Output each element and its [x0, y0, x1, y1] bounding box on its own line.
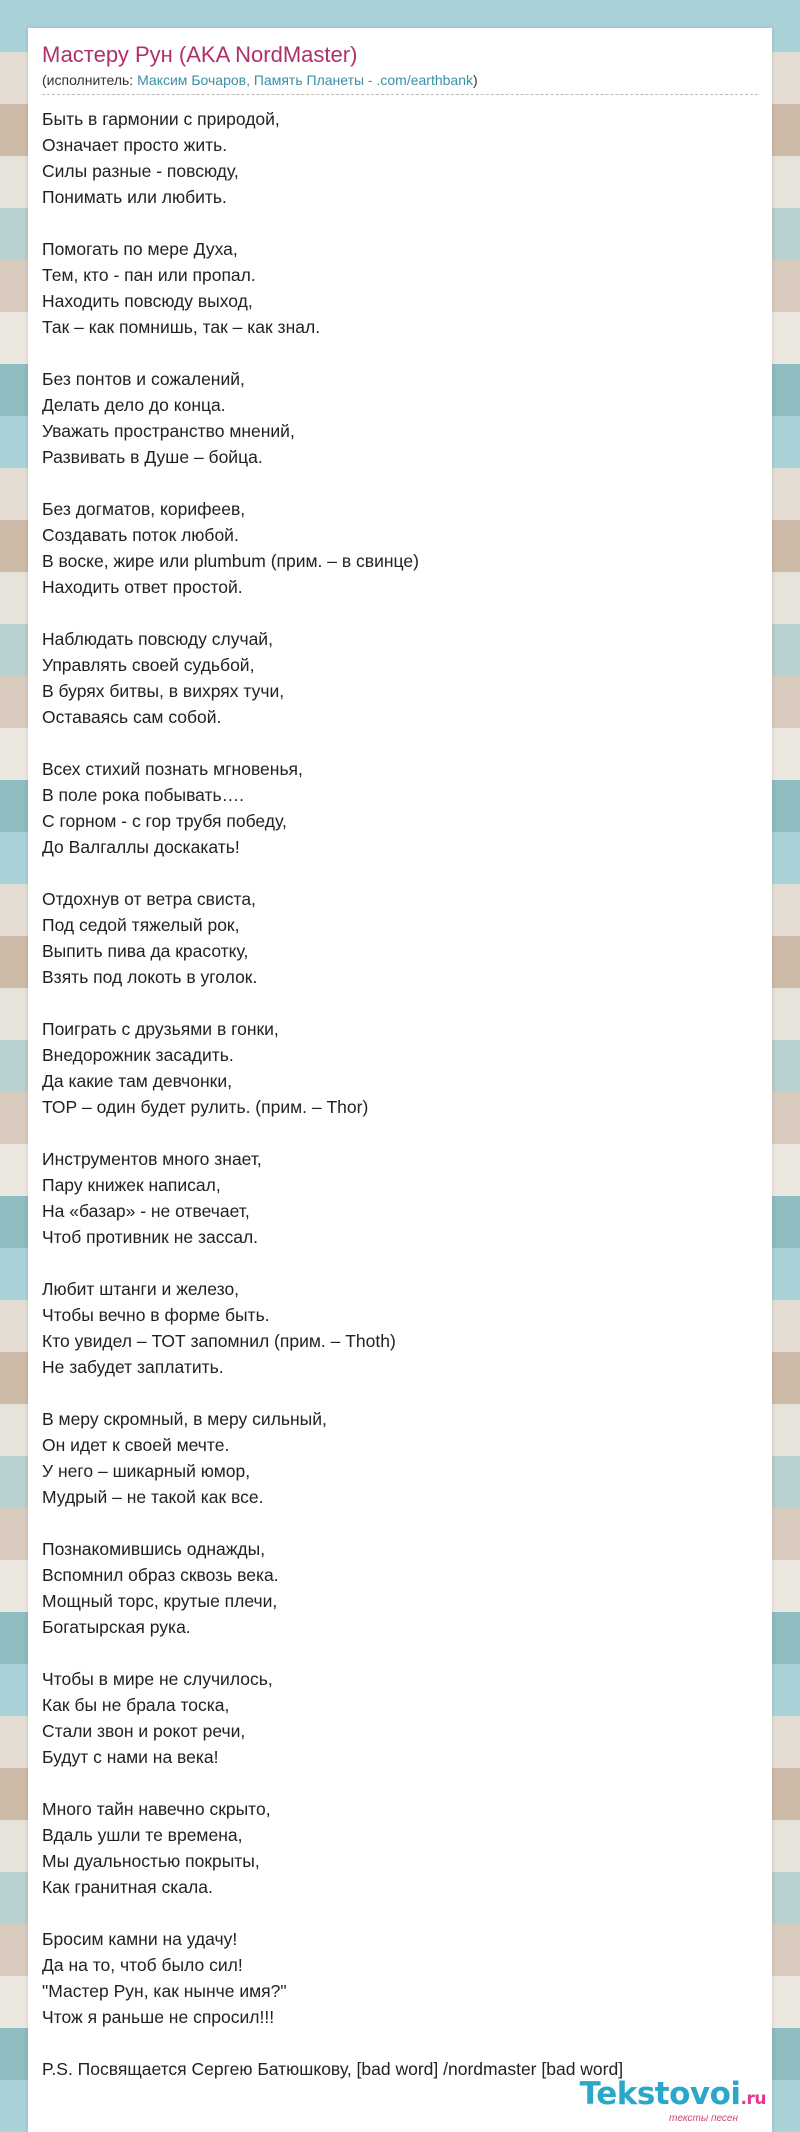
lyric-line: В меру скромный, в меру сильный,	[42, 1409, 327, 1429]
lyric-line: До Валгаллы доскакать!	[42, 837, 240, 857]
lyric-line: Без понтов и сожалений,	[42, 369, 245, 389]
lyric-line: Кто увидел – ТОТ запомнил (прим. – Thoth)	[42, 1331, 396, 1351]
lyric-line: Чтобы в мире не случилось,	[42, 1669, 273, 1689]
lyric-line: Бросим камни на удачу!	[42, 1929, 238, 1949]
page-title: Мастеру Рун (AKA NordMaster)	[42, 42, 358, 67]
lyric-line: Уважать пространство мнений,	[42, 421, 295, 441]
lyric-line: Много тайн навечно скрыто,	[42, 1799, 271, 1819]
lyrics-body	[42, 106, 742, 2082]
lyric-line: Тем, кто - пан или пропал.	[42, 265, 256, 285]
lyric-line: Богатырская рука.	[42, 1617, 191, 1637]
performer-prefix: (исполнитель:	[42, 72, 138, 88]
lyric-line: Делать дело до конца.	[42, 395, 226, 415]
header-divider	[42, 94, 758, 95]
performer-link[interactable]: Максим Бочаров, Память Планеты - .com/earthbank	[137, 72, 473, 88]
stanza	[42, 1146, 742, 1250]
lyric-line: Будут с нами на века!	[42, 1747, 219, 1767]
lyric-line: В бурях битвы, в вихрях тучи,	[42, 681, 285, 701]
stanza	[42, 1536, 742, 1640]
lyric-line: Без догматов, корифеев,	[42, 499, 246, 519]
performer-line	[42, 72, 478, 88]
lyric-line: Находить повсюду выход,	[42, 291, 253, 311]
lyric-line: Наблюдать повсюду случай,	[42, 629, 273, 649]
logo-tld: .ru	[740, 2089, 766, 2109]
lyric-line: Вспомнил образ сквозь века.	[42, 1565, 279, 1585]
lyric-line: Всех стихий познать мгновенья,	[42, 759, 303, 779]
lyric-line: Стали звон и рокот речи,	[42, 1721, 246, 1741]
stanza	[42, 496, 742, 600]
stanza	[42, 1016, 742, 1120]
stanza	[42, 1406, 742, 1510]
stanza	[42, 366, 742, 470]
lyric-line: Как гранитная скала.	[42, 1877, 213, 1897]
lyric-line: Под седой тяжелый рок,	[42, 915, 240, 935]
lyric-line: Управлять своей судьбой,	[42, 655, 255, 675]
lyric-line: Не забудет заплатить.	[42, 1357, 224, 1377]
lyric-line: Так – как помнишь, так – как знал.	[42, 317, 321, 337]
lyric-line: Познакомившись однажды,	[42, 1539, 266, 1559]
stanza	[42, 1796, 742, 1900]
lyric-line: Любит штанги и железо,	[42, 1279, 240, 1299]
lyric-line: У него – шикарный юмор,	[42, 1461, 251, 1481]
lyric-line: Развивать в Душе – бойца.	[42, 447, 263, 467]
lyric-line: Оставаясь сам собой.	[42, 707, 222, 727]
lyric-line: Мощный торс, крутые плечи,	[42, 1591, 278, 1611]
lyric-line: На «базар» - не отвечает,	[42, 1201, 250, 1221]
site-logo[interactable]	[580, 2078, 766, 2124]
lyrics-card	[28, 28, 772, 2132]
lyric-line: Инструментов много знает,	[42, 1149, 262, 1169]
lyric-line: Чтож я раньше не спросил!!!	[42, 2007, 275, 2027]
lyric-line: В поле рока побывать….	[42, 785, 245, 805]
stanza	[42, 886, 742, 990]
lyric-line: Чтобы вечно в форме быть.	[42, 1305, 270, 1325]
postscript: P.S. Посвящается Сергею Батюшкову, [bad word] /nordmaster [bad word]	[42, 2059, 624, 2079]
lyric-line: Быть в гармонии с природой,	[42, 109, 280, 129]
lyric-line: С горном - с гор трубя победу,	[42, 811, 287, 831]
stanza	[42, 1276, 742, 1380]
lyric-line: Создавать поток любой.	[42, 525, 239, 545]
lyric-line: Поиграть с друзьями в гонки,	[42, 1019, 279, 1039]
performer-suffix: )	[472, 72, 478, 88]
lyric-line: Мудрый – не такой как все.	[42, 1487, 264, 1507]
logo-tagline: тексты песен	[669, 2113, 738, 2124]
lyric-line: Внедорожник засадить.	[42, 1045, 234, 1065]
lyric-line: Чтоб противник не зассал.	[42, 1227, 259, 1247]
lyric-line: Выпить пива да красотку,	[42, 941, 249, 961]
stanza	[42, 1926, 742, 2030]
lyric-line: Как бы не брала тоска,	[42, 1695, 230, 1715]
lyric-line: Силы разные - повсюду,	[42, 161, 239, 181]
stanza	[42, 756, 742, 860]
stanza	[42, 1666, 742, 1770]
lyric-line: В воске, жире или plumbum (прим. – в свинце)	[42, 551, 419, 571]
lyric-line: Понимать или любить.	[42, 187, 227, 207]
lyric-line: Взять под локоть в уголок.	[42, 967, 258, 987]
lyric-line: Он идет к своей мечте.	[42, 1435, 230, 1455]
lyric-line: Находить ответ простой.	[42, 577, 243, 597]
stanza	[42, 106, 742, 210]
lyric-line: Мы дуальностью покрыты,	[42, 1851, 260, 1871]
lyric-line: ТОР – один будет рулить. (прим. – Thor)	[42, 1097, 369, 1117]
lyric-line: Помогать по мере Духа,	[42, 239, 238, 259]
lyric-line: Отдохнув от ветра свиста,	[42, 889, 256, 909]
stanza	[42, 236, 742, 340]
lyric-line: Пару книжек написал,	[42, 1175, 221, 1195]
lyric-line: Да какие там девчонки,	[42, 1071, 232, 1091]
lyric-line: "Мастер Рун, как нынче имя?"	[42, 1981, 287, 2001]
lyric-line: Да на то, чтоб было сил!	[42, 1955, 243, 1975]
lyric-line: Вдаль ушли те времена,	[42, 1825, 243, 1845]
logo-wordmark	[580, 2078, 766, 2115]
logo-name: Tekstovoi	[579, 2076, 741, 2112]
stanza	[42, 626, 742, 730]
lyric-line: Означает просто жить.	[42, 135, 228, 155]
